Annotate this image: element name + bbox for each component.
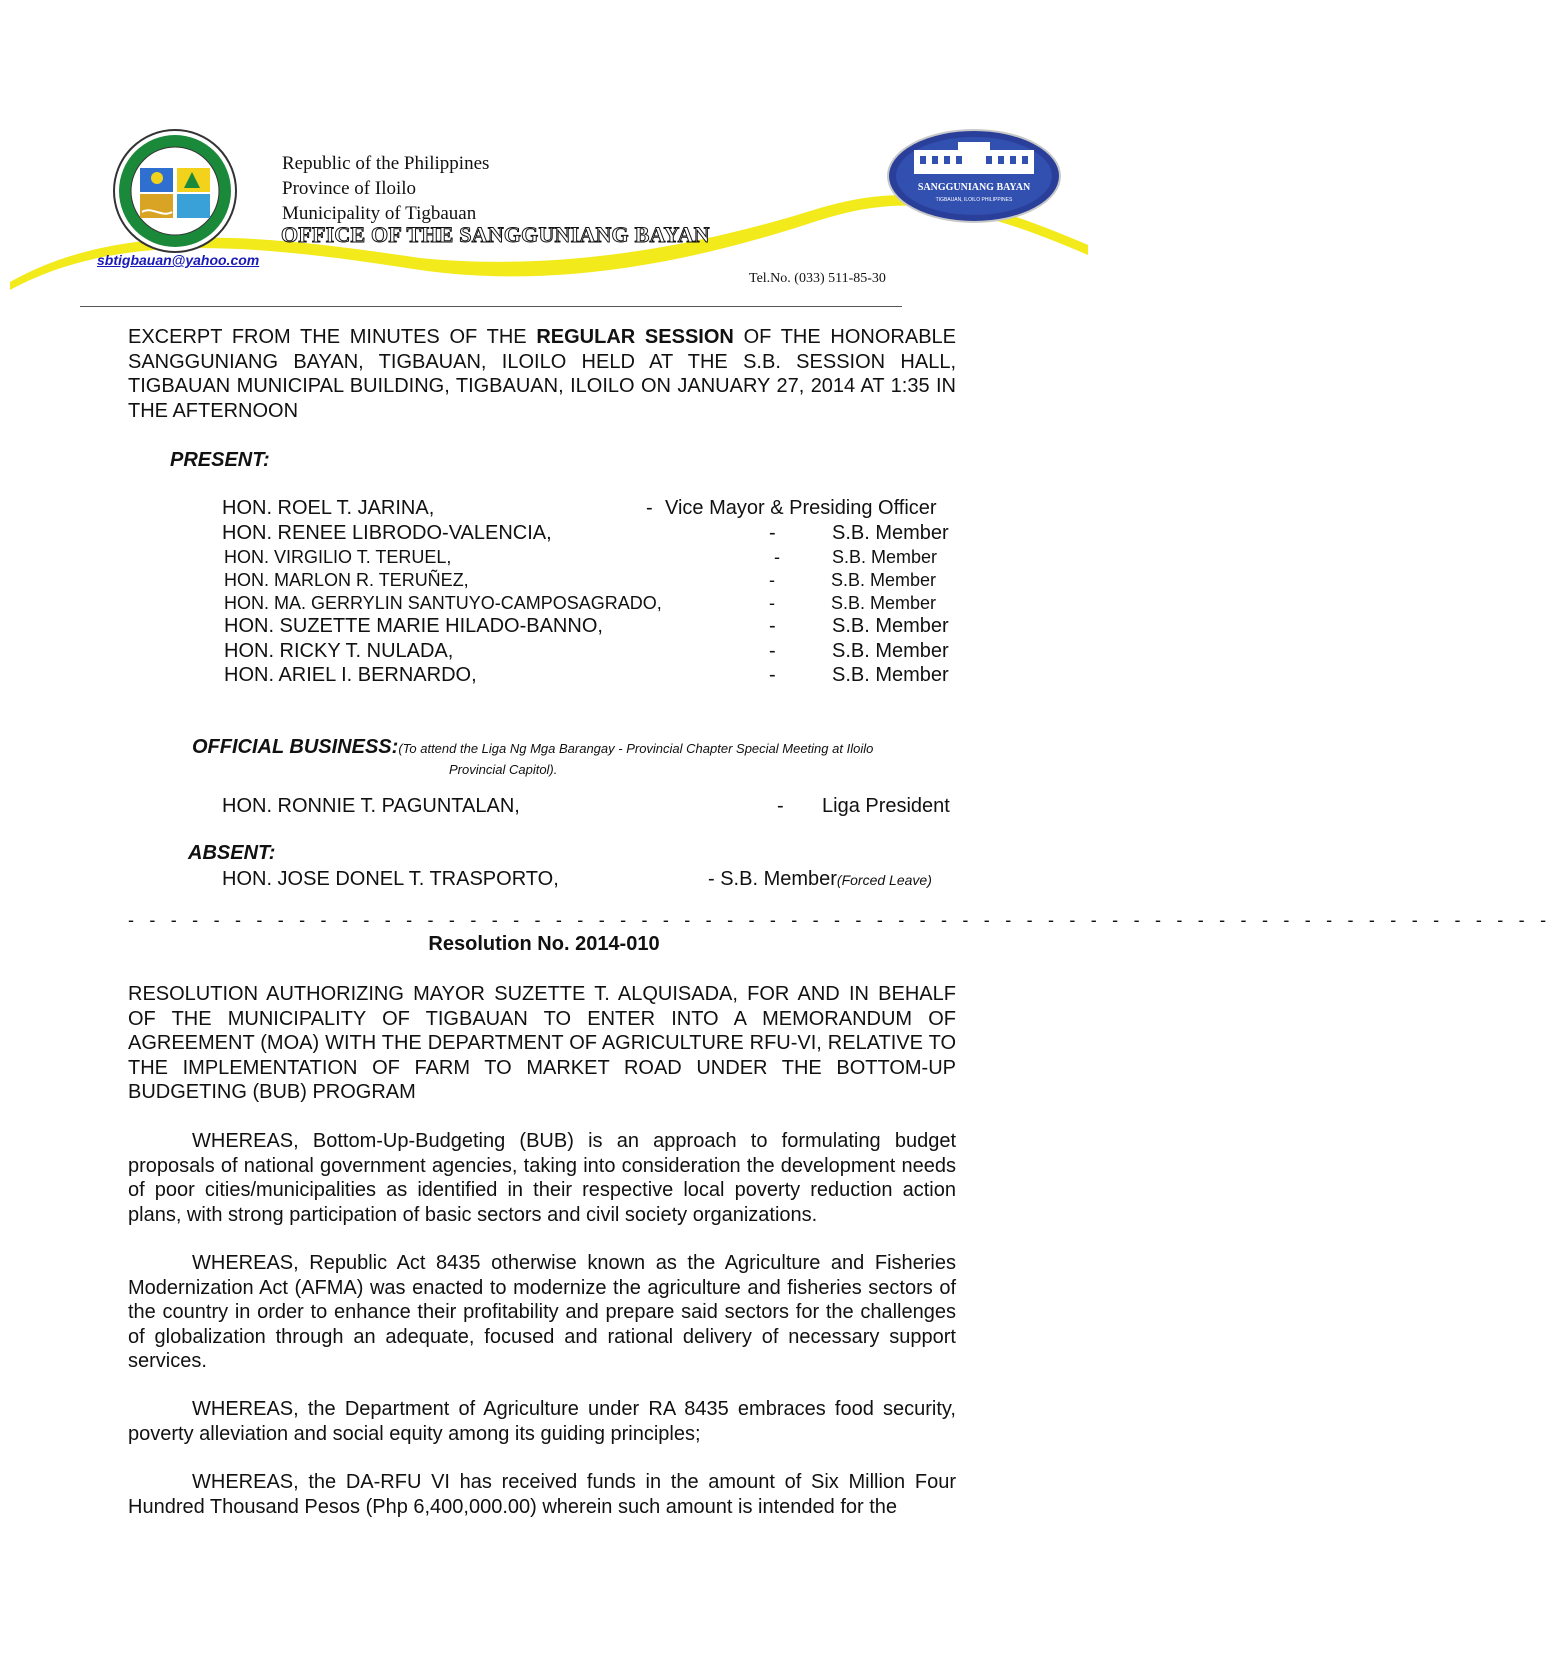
member-name: HON. VIRGILIO T. TERUEL, bbox=[224, 547, 452, 567]
member-dash: - bbox=[777, 795, 784, 817]
whereas-clause: WHEREAS, the DA-RFU VI has received funds in the amount of Six Million Four Hundred Thousand Pesos (Php 6,400,000.00) wherein such amount is intended for the bbox=[128, 1471, 956, 1518]
member-dash: - bbox=[769, 522, 776, 544]
member-dash: - bbox=[769, 593, 775, 613]
member-role: S.B. Member bbox=[832, 640, 949, 662]
member-dash: - bbox=[646, 497, 653, 519]
header-municipality: Municipality of Tigbauan bbox=[282, 203, 477, 224]
resolution-number: Resolution No. 2014-010 bbox=[428, 933, 660, 955]
whereas-clause: WHEREAS, Bottom-Up-Budgeting (BUB) is an approach to formulating budget proposals of national government agencies, taking into consideration the development needs of poor cities/municipalities as identified in their respective local poverty reduction action plans, with strong participation of basic sectors and civil society organizations. bbox=[128, 1130, 956, 1226]
member-name: HON. SUZETTE MARIE HILADO-BANNO, bbox=[224, 615, 603, 637]
resolution-title: RESOLUTION AUTHORIZING MAYOR SUZETTE T. ALQUISADA, FOR AND IN BEHALF OF THE MUNICIPALITY OF TIGBAUAN TO ENTER INTO A MEMORANDUM OF AGREEMENT (MOA) WITH THE DEPARTMENT OF AGRICULTURE RFU-VI, RELATIVE TO THE IMPLEMENTATION OF FARM TO MARKET ROAD UNDER THE BOTTOM-UP BUDGETING (BUB) PROGRAM bbox=[128, 983, 956, 1103]
office-title: OFFICE OF THE SANGGUNIANG BAYAN bbox=[281, 222, 710, 247]
official-business-line bbox=[192, 736, 873, 759]
member-dash: - bbox=[769, 615, 776, 637]
member-name: HON. ARIEL I. BERNARDO, bbox=[224, 664, 477, 686]
excerpt-paragraph bbox=[128, 325, 956, 423]
sangguniang-bayan-logo bbox=[886, 128, 1062, 224]
right-seal-title: SANGGUNIANG BAYAN bbox=[917, 182, 1031, 193]
member-role: S.B. Member bbox=[832, 547, 938, 567]
right-seal-subtitle: TIGBAUAN, ILOILO PHILIPPINES bbox=[935, 197, 1013, 203]
member-role: Vice Mayor & Presiding Officer bbox=[665, 497, 937, 519]
member-role: S.B. Member bbox=[832, 522, 949, 544]
member-dash: - bbox=[769, 570, 775, 590]
member-role: S.B. Member bbox=[832, 664, 949, 686]
member-role: S.B. Member bbox=[831, 570, 937, 590]
member-name: HON. MARLON R. TERUÑEZ, bbox=[224, 570, 469, 590]
absence-reason: (Forced Leave) bbox=[836, 872, 932, 888]
member-name: HON. MA. GERRYLIN SANTUYO-CAMPOSAGRADO, bbox=[224, 593, 662, 613]
present-label: PRESENT: bbox=[170, 449, 270, 471]
member-dash: - bbox=[769, 640, 776, 662]
member-name: HON. JOSE DONEL T. TRASPORTO, bbox=[222, 868, 559, 890]
header-republic: Republic of the Philippines bbox=[282, 153, 490, 174]
member-name: HON. RICKY T. NULADA, bbox=[224, 640, 454, 662]
member-name: HON. ROEL T. JARINA, bbox=[222, 497, 435, 519]
header-divider bbox=[80, 306, 902, 307]
excerpt-session-type: REGULAR SESSION bbox=[536, 326, 734, 348]
absent-member-role-line bbox=[708, 868, 932, 891]
email-link[interactable]: sbtigbauan@yahoo.com bbox=[97, 252, 260, 268]
member-role: S.B. Member bbox=[832, 615, 949, 637]
member-dash: - bbox=[774, 547, 780, 567]
header-province: Province of Iloilo bbox=[282, 178, 417, 199]
member-dash: - bbox=[769, 664, 776, 686]
official-business-label: OFFICIAL BUSINESS: bbox=[192, 736, 399, 758]
absent-label: ABSENT: bbox=[188, 842, 276, 864]
excerpt-text-1: EXCERPT FROM THE MINUTES OF THE bbox=[128, 326, 537, 348]
excerpt-text-2: OF THE HONORABLE SANGGUNIANG BAYAN, TIGBAUAN, ILOILO HELD AT THE S.B. SESSION HALL, TIGBAUAN MUNICIPAL BUILDING, TIGBAUAN, ILOILO ON JANUARY 27, 2014 AT 1:35 IN THE AFTERNOON bbox=[128, 326, 957, 422]
member-name: HON. RONNIE T. PAGUNTALAN, bbox=[222, 795, 520, 817]
member-role: - S.B. Member bbox=[708, 868, 837, 890]
official-business-note-2: Provincial Capitol). bbox=[449, 762, 558, 777]
telephone-number: Tel.No. (033) 511-85-30 bbox=[749, 271, 886, 286]
whereas-clause: WHEREAS, Republic Act 8435 otherwise known as the Agriculture and Fisheries Modernization Act (AFMA) was enacted to modernize the agriculture and fisheries sectors of the country in order to enhance their profitability and prepare said sectors for the challenges of globalization through an adequate, focused and rational delivery of necessary support services. bbox=[128, 1252, 956, 1372]
official-business-note: (To attend the Liga Ng Mga Barangay - Provincial Chapter Special Meeting at Iloilo bbox=[398, 741, 874, 756]
section-separator: - - - - - - - - - - - - - - - - - - - - - - - - - - - - - - - - - - - - - - - - - - - - - - - - - - - - - - - - - - - - - - - - - - - bbox=[128, 910, 1551, 930]
municipality-seal-logo bbox=[112, 128, 238, 254]
member-name: HON. RENEE LIBRODO-VALENCIA, bbox=[222, 522, 552, 544]
whereas-clause: WHEREAS, the Department of Agriculture under RA 8435 embraces food security, poverty alleviation and social equity among its guiding principles; bbox=[128, 1398, 956, 1445]
member-role: Liga President bbox=[822, 795, 950, 817]
member-role: S.B. Member bbox=[831, 593, 937, 613]
